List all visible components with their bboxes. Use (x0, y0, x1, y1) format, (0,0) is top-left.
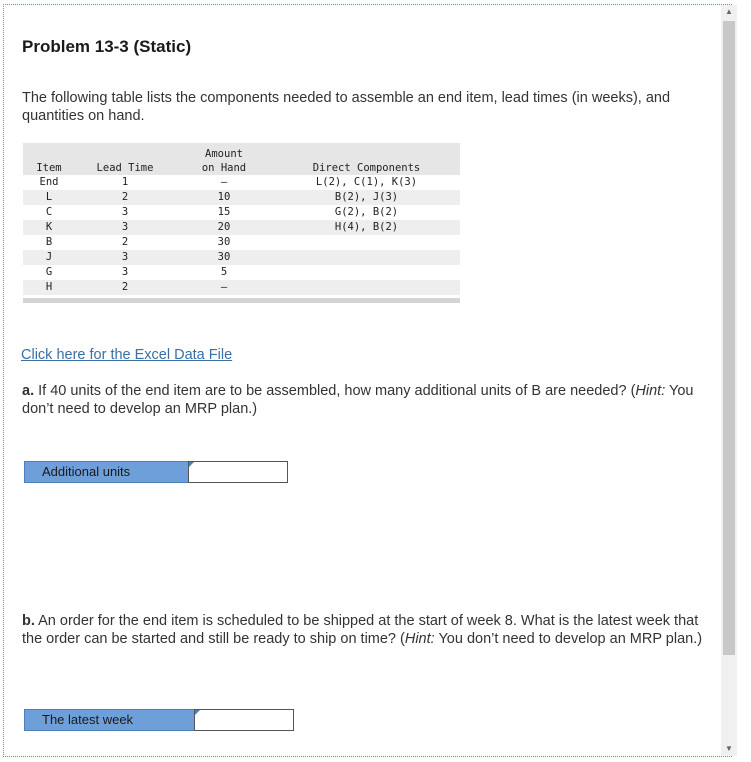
cell-amount: 20 (175, 220, 273, 235)
cell-item: End (23, 175, 75, 190)
table-row (23, 190, 460, 205)
cell-lead: 3 (75, 250, 175, 265)
problem-title: Problem 13-3 (Static) (22, 37, 192, 56)
cell-lead: 3 (75, 220, 175, 235)
cell-amount: 30 (175, 250, 273, 265)
cell-amount: – (175, 280, 273, 295)
cell-components: G(2), B(2) (273, 205, 460, 220)
question-a-text-after: You don’t need to develop an MRP plan.) (22, 383, 694, 417)
question-b-letter: b. (22, 613, 35, 629)
scroll-up-icon[interactable]: ▲ (725, 7, 733, 16)
header-components: Direct Components (273, 143, 460, 175)
latest-week-input[interactable] (194, 709, 294, 731)
cell-lead: 2 (75, 190, 175, 205)
cell-amount: 15 (175, 205, 273, 220)
header-amount (175, 143, 273, 175)
cell-item: B (23, 235, 75, 250)
excel-data-file-link[interactable]: Click here for the Excel Data File (21, 347, 233, 363)
scroll-thumb[interactable] (723, 21, 735, 655)
cell-components: H(4), B(2) (273, 220, 460, 235)
cell-item: K (23, 220, 75, 235)
answer-flag-icon (189, 462, 194, 467)
cell-components (273, 250, 460, 265)
cell-components (273, 280, 460, 295)
cell-components (273, 265, 460, 280)
question-b (22, 612, 712, 648)
answer-flag-icon (195, 710, 200, 715)
cell-components (273, 235, 460, 250)
cell-item: L (23, 190, 75, 205)
cell-item: G (23, 265, 75, 280)
table-row (23, 265, 460, 280)
question-b-text-after: You don’t need to develop an MRP plan.) (434, 631, 703, 647)
cell-lead: 2 (75, 235, 175, 250)
header-amount-line1: Amount (205, 148, 243, 160)
cell-components: B(2), J(3) (273, 190, 460, 205)
table-row (23, 220, 460, 235)
answer-label-a: Additional units (24, 461, 189, 483)
table-row (23, 235, 460, 250)
scroll-down-icon[interactable]: ▼ (725, 744, 733, 753)
table-row (23, 175, 460, 190)
table-row (23, 280, 460, 295)
problem-intro: The following table lists the components needed to assemble an end item, lead times (in weeks), and quantities on hand. (22, 90, 671, 124)
table-row (23, 205, 460, 220)
answer-label-b: The latest week (24, 709, 195, 731)
question-a (22, 382, 712, 418)
answer-row-a (24, 461, 288, 483)
question-a-letter: a. (22, 383, 35, 399)
vertical-scrollbar[interactable] (721, 5, 737, 756)
table-row (23, 250, 460, 265)
additional-units-input[interactable] (188, 461, 288, 483)
question-a-text: If 40 units of the end item are to be assembled, how many additional units of B are needed? ( (34, 383, 636, 399)
cell-lead: 1 (75, 175, 175, 190)
cell-lead: 3 (75, 205, 175, 220)
cell-amount: 5 (175, 265, 273, 280)
cell-amount: 30 (175, 235, 273, 250)
header-amount-line2: on Hand (201, 162, 247, 174)
header-lead-time: Lead Time (75, 143, 175, 175)
components-table (23, 143, 460, 295)
answer-row-b (24, 709, 294, 731)
cell-amount: 10 (175, 190, 273, 205)
cell-item: H (23, 280, 75, 295)
question-a-hint: Hint: (635, 383, 666, 399)
cell-lead: 2 (75, 280, 175, 295)
header-item: Item (23, 143, 75, 175)
table-header-row (23, 143, 460, 175)
cell-amount: – (175, 175, 273, 190)
question-b-hint: Hint: (404, 631, 435, 647)
cell-components: L(2), C(1), K(3) (273, 175, 460, 190)
question-b-text: An order for the end item is scheduled to be shipped at the start of week 8. What is the latest week that the order can be started and still be ready to ship on time? ( (22, 613, 699, 647)
table-bottom-border (23, 298, 460, 303)
cell-lead: 3 (75, 265, 175, 280)
cell-item: C (23, 205, 75, 220)
cell-item: J (23, 250, 75, 265)
